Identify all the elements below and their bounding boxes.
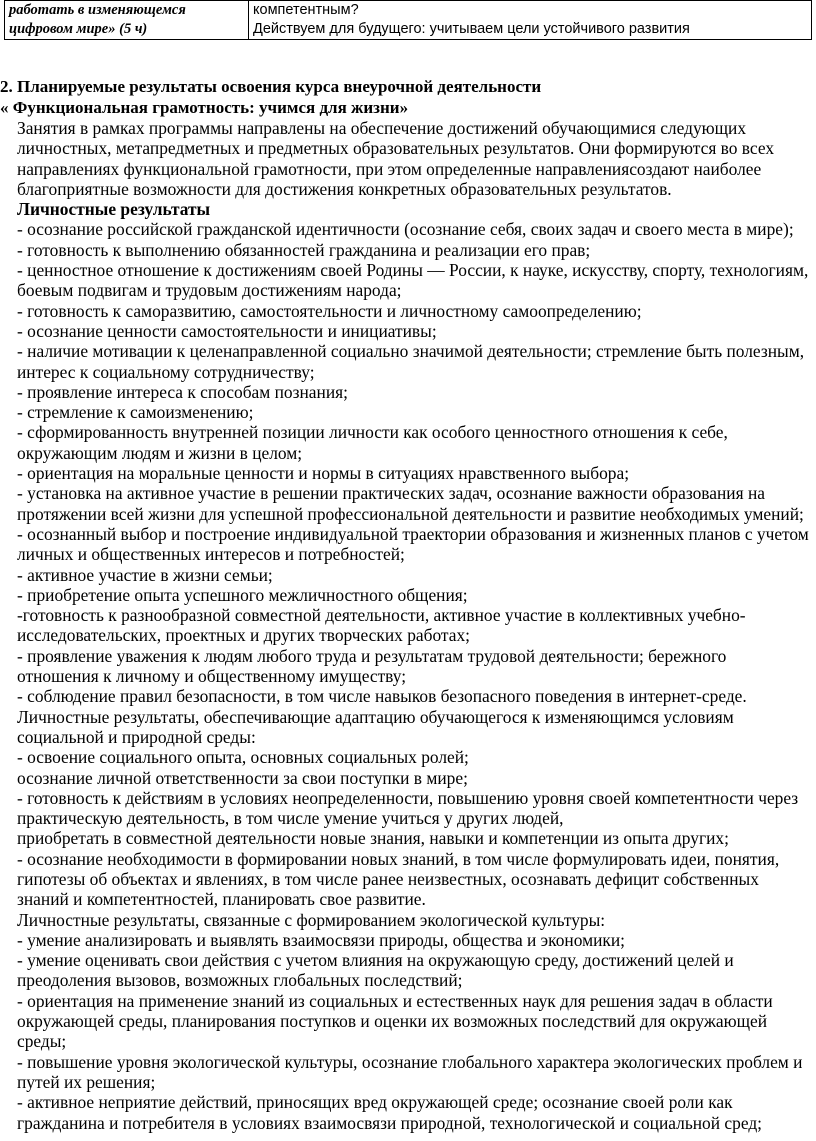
list-item: - повышение уровня экологической культуры, осознание глобального характера экологических проблем и путей их решения; <box>17 1051 803 1092</box>
results-list <box>17 219 812 1132</box>
list-item: - проявление интереса к способам познания; <box>17 381 348 402</box>
module-title-cell <box>5 1 249 40</box>
list-item: - осознанный выбор и построение индивидуальной траектории образования и жизненных планов с учетом личных и общественных интересов и потребностей; <box>17 523 809 565</box>
list-item: - готовность к саморазвитию, самостоятельности и личностному самоопределению; <box>17 300 642 321</box>
list-item: осознание личной ответственности за свои поступки в мире; <box>17 767 468 788</box>
list-item: - готовность к действиям в условиях неопределенности, повышению уровня своей компетентности через практическую деятельность, в том числе умение учиться у других людей, <box>17 787 799 829</box>
module-title-line: цифровом мире» (5 ч) <box>9 21 148 37</box>
section-body <box>17 118 812 1133</box>
module-table <box>4 0 812 40</box>
module-topic-line: Действуем для будущего: учитываем цели устойчивого развития <box>253 21 690 37</box>
list-item: - готовность к выполнению обязанностей гражданина и реализации его прав; <box>17 239 591 260</box>
personal-results-heading: Личностные результаты <box>17 199 211 220</box>
module-topic-line: компетентным? <box>253 2 359 18</box>
list-item: - соблюдение правил безопасности, в том числе навыков безопасного поведения в интернет-среде. <box>17 686 747 707</box>
list-item: - наличие мотивации к целенаправленной социально значимой деятельности; стремление быть полезным, интерес к социальному сотрудничеству; <box>17 341 805 382</box>
section-heading <box>0 76 812 118</box>
list-item: - стремление к самоизменению; <box>17 402 254 423</box>
list-item: - освоение социального опыта, основных социальных ролей; <box>17 747 469 768</box>
list-item: - сформированность внутренней позиции личности как особого ценностного отношения к себе, окружающим людям и жизни в целом; <box>17 422 728 463</box>
list-item: - активное неприятие действий, приносящих вред окружающей среде; осознание своей роли как гражданина и потребителя в условиях взаимосвязи природной, технологической и социальной сред; <box>17 1092 762 1133</box>
list-item: - осознание ценности самостоятельности и инициативы; <box>17 320 437 341</box>
section-heading-line: « Функциональная грамотность: учимся для жизни» <box>0 98 409 117</box>
list-item: - ориентация на применение знаний из социальных и естественных наук для решения задач в области окружающей среды, планирования поступков и оценки их возможных последствий для окружающей среды; <box>17 990 773 1052</box>
list-item: Личностные результаты, связанные с формированием экологической культуры: <box>17 909 606 930</box>
list-item: - установка на активное участие в решении практических задач, осознание важности образования на протяжении всей жизни для успешной профессиональной деятельности и развитие необходимых умений; <box>17 483 804 524</box>
list-item: - осознание российской гражданской идентичности (осознание себя, своих задач и своего места в мире); <box>17 219 794 240</box>
list-item: - умение анализировать и выявлять взаимосвязи природы, общества и экономики; <box>17 929 625 950</box>
table-row <box>5 1 812 40</box>
list-item: - ориентация на моральные ценности и нормы в ситуациях нравственного выбора; <box>17 463 630 484</box>
module-topics-cell <box>249 1 812 40</box>
list-item: - проявление уважения к людям любого труда и результатам трудовой деятельности; бережного отношения к личному и общественному имуществу; <box>17 645 727 687</box>
module-table-grid <box>4 0 812 40</box>
section-heading-line: 2. Планируемые результаты освоения курса внеурочной деятельности <box>0 77 542 96</box>
list-item: - ценностное отношение к достижениям своей Родины — России, к науке, искусству, спорту, технологиям, боевым подвигам и трудовым достижениям народа; <box>17 260 809 301</box>
list-item: приобретать в совместной деятельности новые знания, навыки и компетенции из опыта других; <box>17 828 729 849</box>
intro-paragraph: Занятия в рамках программы направлены на обеспечение достижений обучающимися следующих личностных, метапредметных и предметных образовательных результатов. Они формируются во всех направлениях функциональной грамотности, при этом определенные направлениясоздают наиболее благоприятные возможности для достижения конкретных образовательных результатов. <box>17 118 775 199</box>
list-item: - умение оценивать свои действия с учетом влияния на окружающую среду, достижений целей и преодоления вызовов, возможных глобальных последствий; <box>17 950 734 991</box>
list-item: - осознание необходимости в формировании новых знаний, в том числе формулировать идеи, понятия, гипотезы об объектах и явлениях, в том числе ранее неизвестных, осознавать дефицит собственных знаний и компетентностей, планировать свое развитие. <box>17 848 780 910</box>
list-item: -готовность к разнообразной совместной деятельности, активное участие в коллективных учебно-исследовательских, проектных и других творческих работах; <box>17 605 746 646</box>
list-item: - приобретение опыта успешного межличностного общения; <box>17 584 468 605</box>
module-title-line: работать в изменяющемся <box>9 2 186 18</box>
list-item: Личностные результаты, обеспечивающие адаптацию обучающегося к изменяющимся условиям социальной и природной среды: <box>17 706 734 747</box>
list-item: - активное участие в жизни семьи; <box>17 564 273 585</box>
